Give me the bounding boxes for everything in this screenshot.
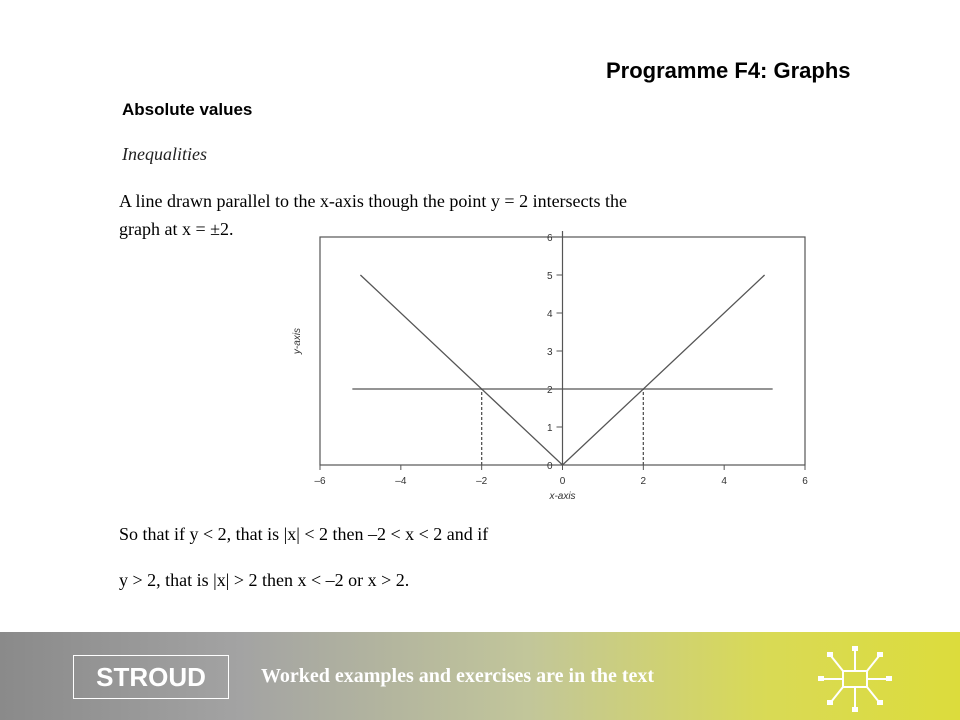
- section-heading: Absolute values: [122, 100, 253, 119]
- footer-text: Worked examples and exercises are in the text: [261, 665, 655, 687]
- network-node-icon: [815, 644, 895, 714]
- absolute-value-graph: [260, 225, 820, 510]
- x-tick-label: 4: [721, 476, 727, 487]
- x-axis-label: x-axis: [549, 491, 576, 502]
- conclusion-line-2: y > 2, that is |x| > 2 then x < –2 or x > 2.: [119, 570, 410, 590]
- conclusion-line-1: So that if y < 2, that is |x| < 2 then –2 < x < 2 and if: [119, 524, 489, 544]
- x-tick-label: –6: [314, 476, 326, 487]
- x-tick-label: 2: [640, 476, 647, 487]
- y-tick-label: 6: [546, 233, 553, 244]
- x-tick-label: –2: [476, 476, 488, 487]
- y-tick-label: 5: [546, 271, 553, 282]
- x-tick-label: 0: [559, 476, 566, 487]
- y-tick-label: 4: [546, 309, 553, 320]
- subsection-heading: Inequalities: [122, 144, 207, 164]
- intro-line-1: A line drawn parallel to the x-axis though the point y = 2 intersects the: [119, 191, 628, 211]
- stroud-logo: STROUD: [73, 655, 229, 699]
- programme-title: Programme F4: Graphs: [606, 58, 851, 83]
- x-tick-label: –4: [395, 476, 407, 487]
- footer-bar: [0, 632, 960, 720]
- y-tick-label: 1: [546, 423, 553, 434]
- y-axis-label: y-axis: [292, 327, 303, 355]
- y-tick-label: 3: [546, 347, 553, 358]
- y-tick-label: 2: [546, 385, 553, 396]
- intro-line-2: graph at x = ±2.: [119, 219, 234, 239]
- y-tick-label: 0: [546, 461, 553, 472]
- x-tick-label: 6: [802, 476, 808, 487]
